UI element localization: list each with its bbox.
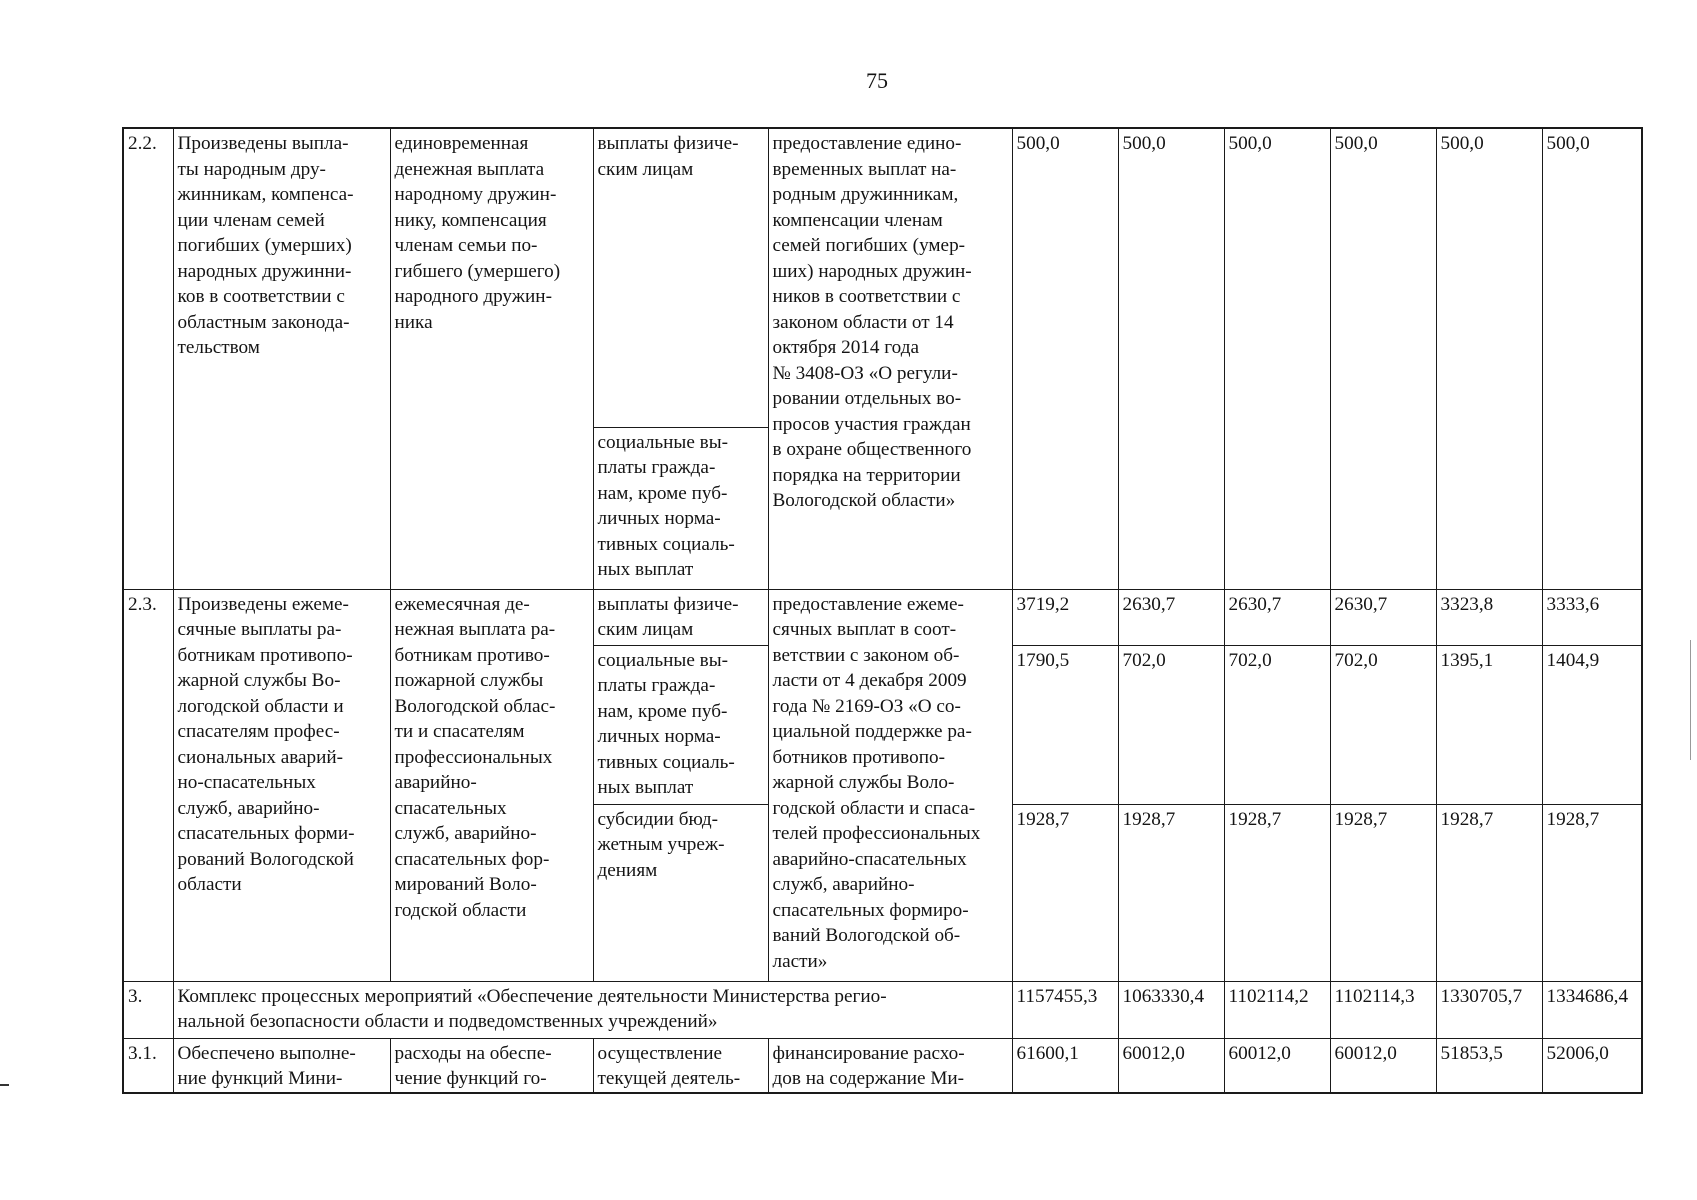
row-3-1-payment: расходы на обеспе- чение функций го-: [390, 1038, 593, 1093]
row-2-3-b-value-6: 1404,9: [1542, 645, 1642, 804]
row-2-3-a-value-3: 2630,7: [1224, 589, 1330, 645]
row-3-value-2: 1063330,4: [1118, 981, 1224, 1038]
row-2-3-b-value-5: 1395,1: [1436, 645, 1542, 804]
row-3-value-5: 1330705,7: [1436, 981, 1542, 1038]
row-2-2-type-physical: выплаты физиче- ским лицам: [593, 128, 768, 427]
budget-table: [122, 127, 1643, 1094]
row-3-value-3: 1102114,2: [1224, 981, 1330, 1038]
row-2-2-result: Произведены выпла- ты народным дру- жинникам, компенса- ции членам семей погибших (умерших) народных дружинни- ков в соответствии с областным законода- тельством: [173, 128, 390, 589]
row-3-1-basis: финансирование расхо- дов на содержание Ми-: [768, 1038, 1012, 1093]
row-3-title: Комплекс процессных мероприятий «Обеспечение деятельности Министерства регио- нальной безопасности области и подведомственных учреждений»: [173, 981, 1012, 1038]
row-2-2-value-5: 500,0: [1436, 128, 1542, 589]
row-2-3-b-value-2: 702,0: [1118, 645, 1224, 804]
row-3-1-value-5: 51853,5: [1436, 1038, 1542, 1093]
row-2-3-c-value-3: 1928,7: [1224, 804, 1330, 981]
row-2-2-value-1: 500,0: [1012, 128, 1118, 589]
row-2-3-c-value-6: 1928,7: [1542, 804, 1642, 981]
row-2-3-a-value-1: 3719,2: [1012, 589, 1118, 645]
row-3-1-type: осуществление текущей деятель-: [593, 1038, 768, 1093]
row-2-2-value-6: 500,0: [1542, 128, 1642, 589]
page-number: 75: [866, 68, 888, 93]
row-2-3-type-social: социальные вы- платы гражда- нам, кроме пуб- личных норма- тивных социаль- ных выплат: [593, 645, 768, 804]
row-2-2-number: 2.2.: [123, 128, 173, 589]
row-3-value-1: 1157455,3: [1012, 981, 1118, 1038]
row-3-1-value-3: 60012,0: [1224, 1038, 1330, 1093]
row-2-3-c-value-1: 1928,7: [1012, 804, 1118, 981]
row-2-2-value-3: 500,0: [1224, 128, 1330, 589]
row-2-3-a-value-5: 3323,8: [1436, 589, 1542, 645]
row-2-2-value-2: 500,0: [1118, 128, 1224, 589]
row-3-1-number: 3.1.: [123, 1038, 173, 1093]
row-2-3-a-value-4: 2630,7: [1330, 589, 1436, 645]
row-2-3-c-value-4: 1928,7: [1330, 804, 1436, 981]
row-2-3-type-subsidy: субсидии бюд- жетным учреж- дениям: [593, 804, 768, 981]
row-3-1-result: Обеспечено выполне- ние функций Мини-: [173, 1038, 390, 1093]
row-2-3-number: 2.3.: [123, 589, 173, 981]
scan-mark-left: [0, 1084, 9, 1086]
row-2-3-b-value-4: 702,0: [1330, 645, 1436, 804]
row-2-3-b-value-3: 702,0: [1224, 645, 1330, 804]
row-2-3-a-value-2: 2630,7: [1118, 589, 1224, 645]
row-3-value-6: 1334686,4: [1542, 981, 1642, 1038]
row-3-1-value-6: 52006,0: [1542, 1038, 1642, 1093]
row-2-3-basis: предоставление ежеме- сячных выплат в соот- ветствии с законом об- ласти от 4 декабря 2009 года № 2169-ОЗ «О со- циальной поддержке ра- ботников противопо- жарной службы Воло- годской области и спаса- телей профессиональных аварийно-спасательных служб, аварийно- спасательных формиро- ваний Вологодской об- ласти»: [768, 589, 1012, 981]
row-2-2-basis: предоставление едино- временных выплат на- родным дружинникам, компенсации членам семей погибших (умер- ших) народных дружин- ников в соответствии с законом области от 14 октября 2014 года № 3408-ОЗ «О регули- ровании отдельных во- просов участия граждан в охране общественного порядка на территории Вологодской области»: [768, 128, 1012, 589]
scan-mark-right: [1690, 640, 1691, 760]
row-3-1-value-1: 61600,1: [1012, 1038, 1118, 1093]
row-2-3-b-value-1: 1790,5: [1012, 645, 1118, 804]
row-3-number: 3.: [123, 981, 173, 1038]
row-2-2-payment: единовременная денежная выплата народному дружин- нику, компенсация членам семьи по- гибшего (умершего) народного дружин- ника: [390, 128, 593, 589]
row-3-1-value-2: 60012,0: [1118, 1038, 1224, 1093]
row-2-2-type-social: социальные вы- платы гражда- нам, кроме пуб- личных норма- тивных социаль- ных выплат: [593, 427, 768, 589]
row-3-value-4: 1102114,3: [1330, 981, 1436, 1038]
row-2-3-type-physical: выплаты физиче- ским лицам: [593, 589, 768, 645]
row-3-1-value-4: 60012,0: [1330, 1038, 1436, 1093]
row-2-2-value-4: 500,0: [1330, 128, 1436, 589]
row-2-3-a-value-6: 3333,6: [1542, 589, 1642, 645]
row-2-3-c-value-5: 1928,7: [1436, 804, 1542, 981]
row-2-3-payment: ежемесячная де- нежная выплата ра- ботникам противо- пожарной службы Вологодской облас- ти и спасателям профессиональных аварийно- спасательных служб, аварийно- спасательных фор- мирований Воло- годской области: [390, 589, 593, 981]
row-2-3-result: Произведены ежеме- сячные выплаты ра- ботникам противопо- жарной службы Во- логодской области и спасателям профес- сиональных аварий- но-спасательных служб, аварийно- спасательных форми- рований Вологодской области: [173, 589, 390, 981]
row-2-3-c-value-2: 1928,7: [1118, 804, 1224, 981]
